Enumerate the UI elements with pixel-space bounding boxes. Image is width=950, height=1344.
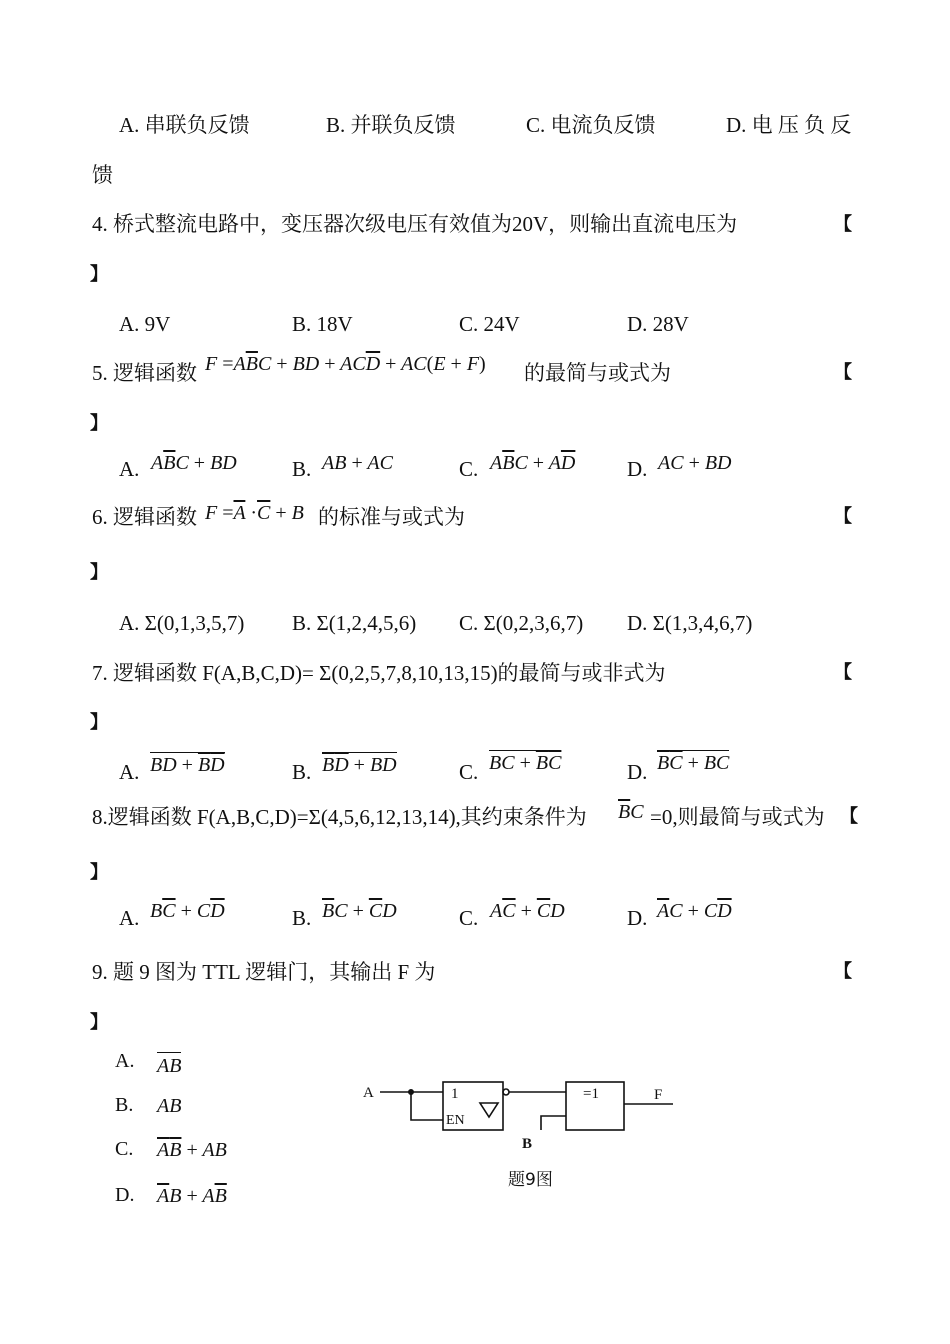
buffer-gate-label: 1 <box>451 1086 459 1102</box>
q7-option-c-formula: BC + $\overline{B}\overline{C}$ <box>489 752 562 774</box>
q8-option-b-formula: $\overline{B}C + \overline{C}D$ <box>322 900 397 922</box>
q7-text: 7. 逻辑函数 F(A,B,C,D)= Σ(0,2,5,7,8,10,13,15)的最简与或非式为 <box>92 661 666 685</box>
q7-option-b-formula: $\overline{B}\overline{D}$ + BD <box>322 754 397 776</box>
q5-option-a-label: A. <box>119 457 140 481</box>
q3-option-b: B. 并联负反馈 <box>326 113 456 137</box>
q5-bracket-close: 】 <box>90 413 108 434</box>
q5-option-b-label: B. <box>292 457 312 481</box>
input-b-label: B <box>522 1136 533 1152</box>
q5-bracket-open: 【 <box>834 362 852 383</box>
q4-option-b: B. 18V <box>292 312 353 336</box>
buffer-triangle-icon <box>480 1103 498 1117</box>
inversion-bubble-icon <box>503 1089 509 1095</box>
q8-option-a-label: A. <box>119 906 140 930</box>
q9-bracket-close: 】 <box>90 1012 108 1033</box>
q5-formula: $F =A\overline{B}C$ + BD + $AC\overline{D} + AC(E + F)$ <box>205 353 486 375</box>
q6-bracket-close: 】 <box>90 562 108 583</box>
q7-option-c-label: C. <box>459 760 479 784</box>
q6-prefix: 6. 逻辑函数 <box>92 505 197 529</box>
q9-option-d-formula: $\overline{A}B + A\overline{B}$ <box>157 1185 227 1207</box>
q4-bracket-open: 【 <box>834 214 852 235</box>
output-f-label: F <box>654 1087 663 1103</box>
q5-option-a-formula: $A\overline{B}C$ + BD <box>151 452 237 474</box>
q6-option-a: A. Σ(0,1,3,5,7) <box>119 611 245 635</box>
q4-option-c: C. 24V <box>459 312 520 336</box>
q9-bracket-open: 【 <box>834 961 852 982</box>
q5-option-b-formula: AB + AC <box>322 452 393 474</box>
q4-option-d: D. 28V <box>627 312 689 336</box>
enable-wire <box>411 1092 443 1120</box>
q7-bracket-open: 【 <box>834 662 852 683</box>
q5-option-c-label: C. <box>459 457 479 481</box>
q3-option-c: C. 电流负反馈 <box>526 113 656 137</box>
q7-option-d-formula: $\overline{B}\overline{C}$ + BC <box>657 752 730 774</box>
q3-option-d-wrap: 馈 <box>92 163 113 187</box>
q8-option-d-formula: $\overline{A}C + C\overline{D}$ <box>657 900 732 922</box>
q9-text: 9. 题 9 图为 TTL 逻辑门，其输出 F 为 <box>92 960 436 984</box>
q8-option-d-label: D. <box>627 906 648 930</box>
q6-bracket-open: 【 <box>834 506 852 527</box>
q4-text: 4. 桥式整流电路中，变压器次级电压有效值为20V，则输出直流电压为 <box>92 212 738 236</box>
q7-option-a-formula: BD + $\overline{B}\overline{D}$ <box>150 754 225 776</box>
q3-option-d: D. 电 压 负 反 <box>726 113 852 137</box>
q9-option-b-formula: AB <box>157 1095 182 1117</box>
q8-prefix: 8.逻辑函数 F(A,B,C,D)=Σ(4,5,6,12,13,14),其约束条件为 <box>92 805 587 829</box>
q4-option-a: A. 9V <box>119 312 171 336</box>
xor-gate-label: =1 <box>583 1086 599 1102</box>
q5-suffix: 的最简与或式为 <box>524 361 671 385</box>
q9-option-c-formula: $\overline{A}\overline{B}$ + AB <box>157 1139 227 1161</box>
q9-option-d-label: D. <box>115 1184 135 1206</box>
q7-option-a-label: A. <box>119 760 140 784</box>
q7-bracket-close: 】 <box>90 712 108 733</box>
input-b-wire <box>541 1116 566 1130</box>
q5-option-d-label: D. <box>627 457 648 481</box>
q3-option-a: A. 串联负反馈 <box>119 113 250 137</box>
q6-option-c: C. Σ(0,2,3,6,7) <box>459 611 584 635</box>
q8-option-c-formula: $A\overline{C} + \overline{C}D$ <box>490 900 565 922</box>
q8-bracket-close: 】 <box>90 862 108 883</box>
q9-option-a-formula: AB <box>157 1052 181 1076</box>
q7-option-d-label: D. <box>627 760 648 784</box>
q6-option-b: B. Σ(1,2,4,5,6) <box>292 611 417 635</box>
q8-option-b-label: B. <box>292 906 312 930</box>
q8-option-c-label: C. <box>459 906 479 930</box>
q5-option-d-formula: AC + BD <box>658 452 732 474</box>
q8-bracket-open: 【 <box>840 806 858 827</box>
q9-option-b-label: B. <box>115 1094 134 1116</box>
q4-bracket-close: 】 <box>90 264 108 285</box>
q9-figure-caption: 题9图 <box>508 1170 553 1190</box>
q5-prefix: 5. 逻辑函数 <box>92 361 197 385</box>
input-a-label: A <box>363 1085 374 1101</box>
buffer-enable-label: EN <box>446 1113 465 1128</box>
q6-suffix: 的标准与或式为 <box>318 505 465 529</box>
q8-option-a-formula: $B\overline{C} + C\overline{D}$ <box>150 900 225 922</box>
q7-option-b-label: B. <box>292 760 312 784</box>
q9-option-c-label: C. <box>115 1138 134 1160</box>
q6-formula: $F =\overline{A} \cdot\overline{C} + B$ <box>205 502 304 524</box>
q6-option-d: D. Σ(1,3,4,6,7) <box>627 611 753 635</box>
q8-suffix: =0,则最简与或式为 <box>650 805 825 829</box>
q5-option-c-formula: $A\overline{B}C + A\overline{D}$ <box>490 452 576 474</box>
q9-option-a-label: A. <box>115 1050 135 1072</box>
q8-constraint-formula: $\overline{B}C$ <box>618 801 644 823</box>
